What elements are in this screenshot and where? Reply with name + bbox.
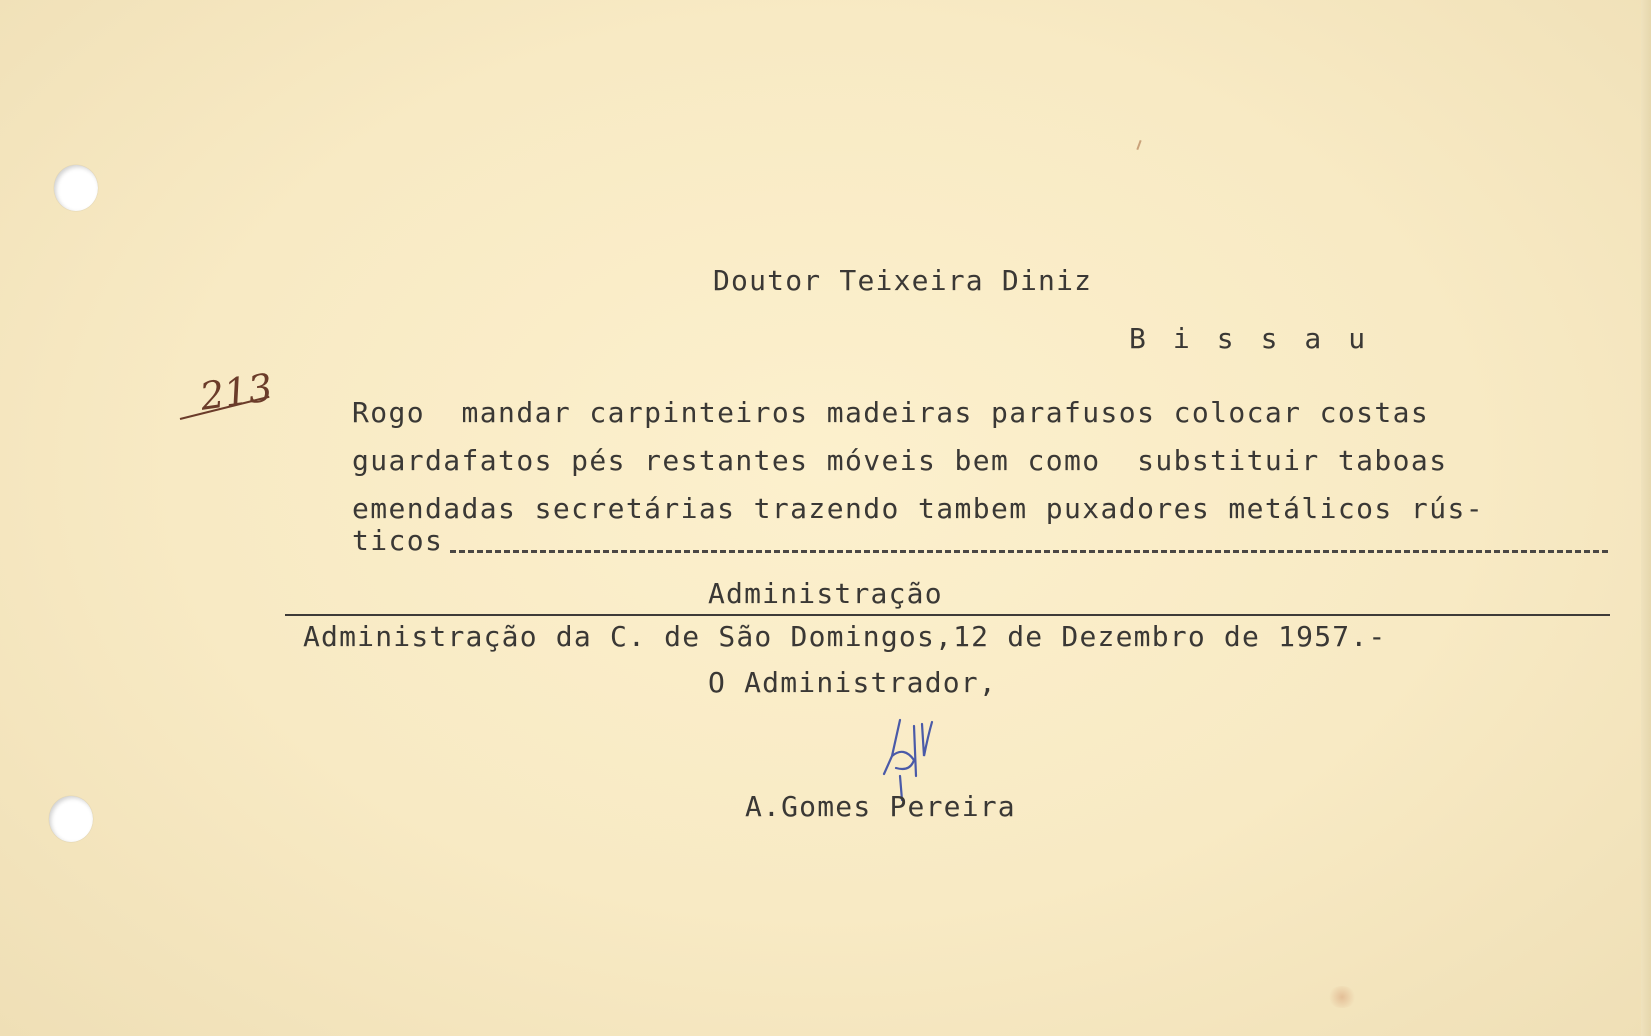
paper-edge <box>1641 0 1651 1036</box>
divider-rule <box>285 614 1610 616</box>
place-and-date: Administração da C. de São Domingos,12 de Dezembro de 1957.- <box>303 620 1387 653</box>
body-line: guardafatos pés restantes móveis bem como substituir taboas <box>352 444 1448 477</box>
body-line: emendadas secretárias trazendo tambem puxadores metálicos rús- <box>352 492 1484 525</box>
addressee: Doutor Teixeira Diniz <box>713 264 1093 297</box>
signatory-title: O Administrador, <box>708 666 997 699</box>
paper-mark <box>1136 140 1141 150</box>
punch-hole-top <box>54 165 98 211</box>
city: Bissau <box>1129 322 1393 355</box>
line-filler-dashes <box>450 550 1608 553</box>
punch-hole-bottom <box>49 796 93 842</box>
administration-label: Administração <box>708 577 943 610</box>
body-line: ticos <box>352 524 444 557</box>
paper-stain <box>1327 986 1357 1008</box>
body-line: Rogo mandar carpinteiros madeiras parafusos colocar costas <box>352 396 1430 429</box>
signatory-name: A.Gomes Pereira <box>745 790 1016 823</box>
margin-reference-number: 213 <box>197 365 276 419</box>
